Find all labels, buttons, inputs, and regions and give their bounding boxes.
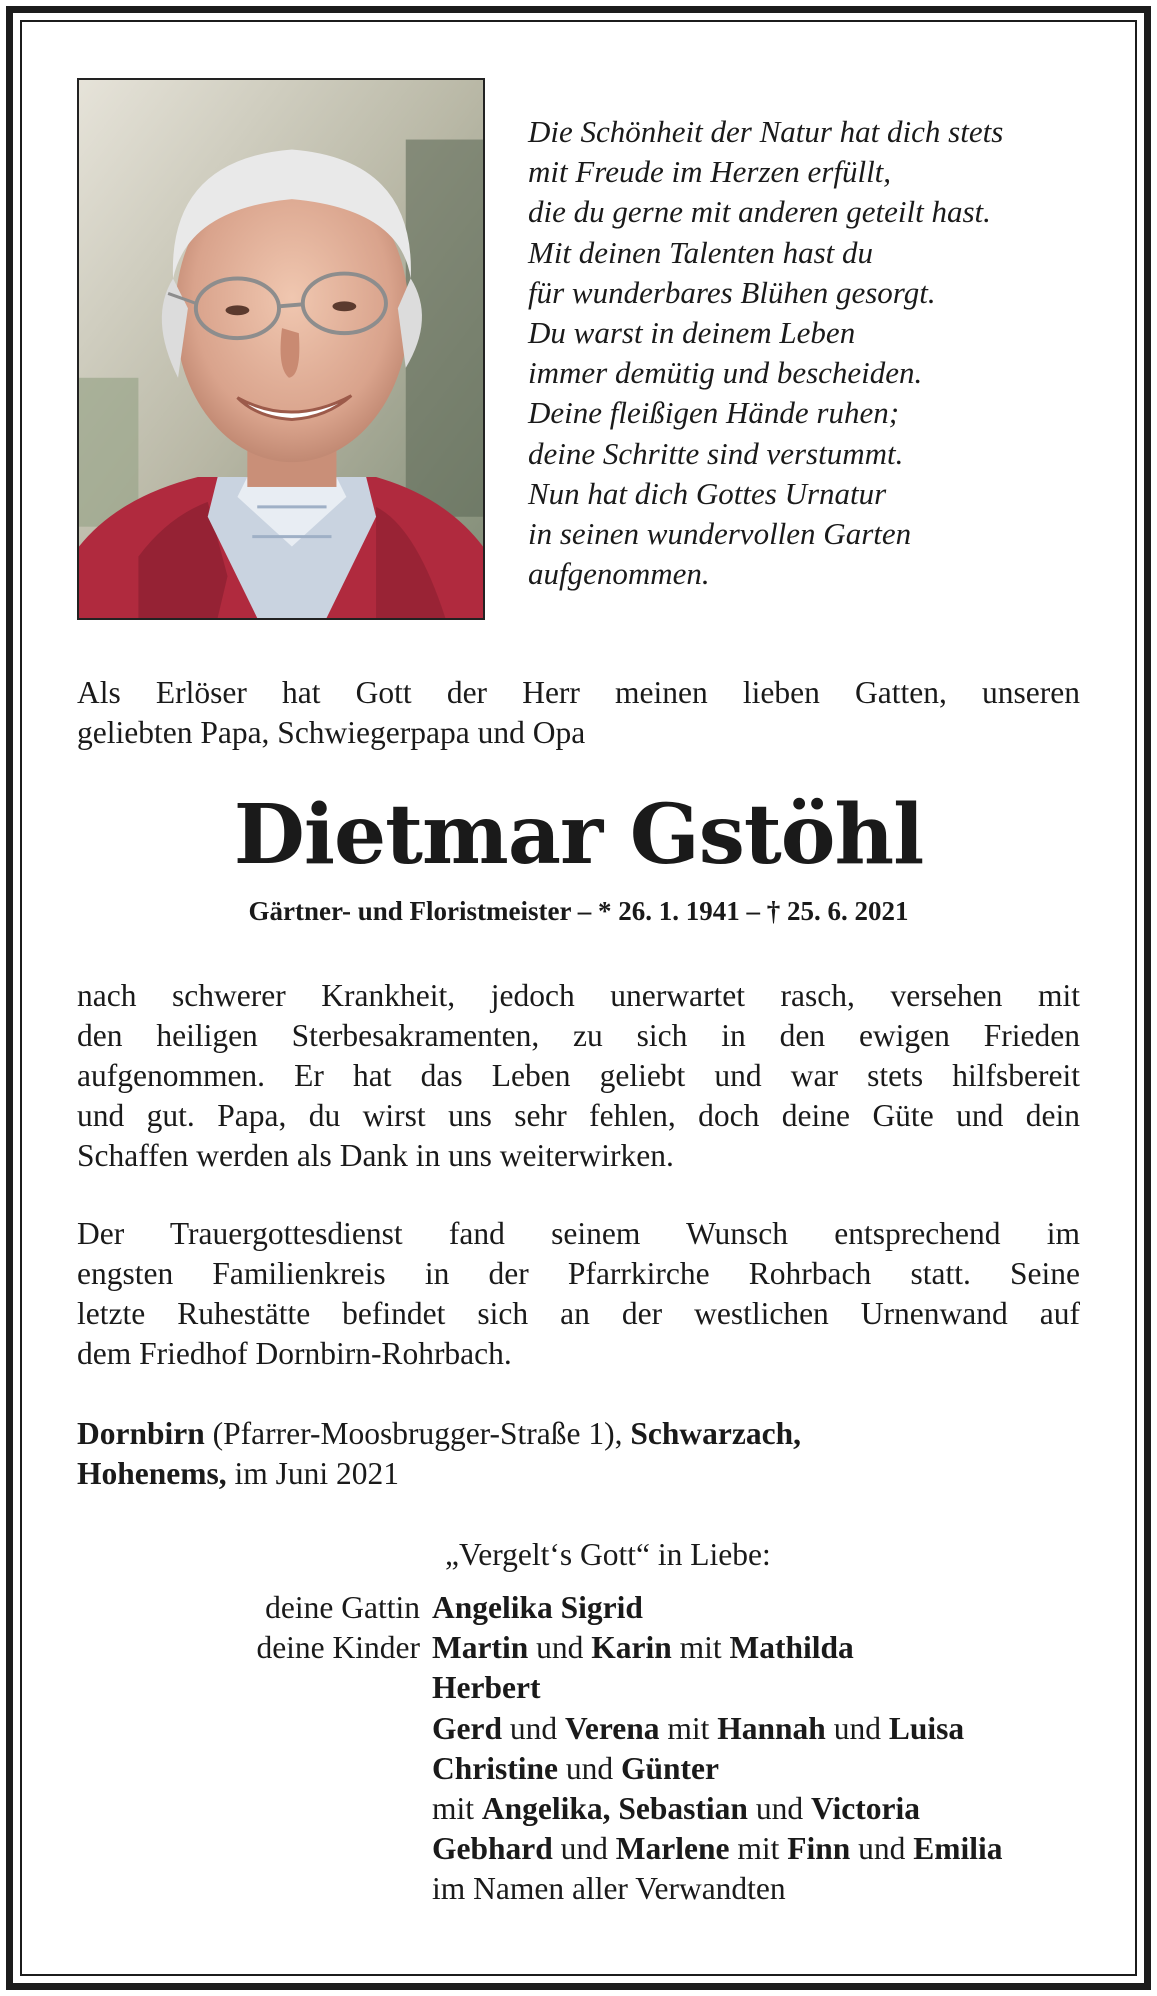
connector: und [558, 1750, 621, 1786]
child-name: Gebhard [432, 1831, 553, 1867]
child-name: Gerd [432, 1710, 502, 1746]
poem-line: die du gerne mit anderen geteilt hast. [528, 194, 991, 230]
service-paragraph [77, 1214, 1080, 1374]
portrait-illustration [79, 80, 483, 618]
deceased-subtitle: Gärtner- und Floristmeister – * 26. 1. 1941 – † 25. 6. 2021 [248, 896, 909, 926]
body-line: und gut. Papa, du wirst uns sehr fehlen, doch deine Güte und dein [77, 1098, 1080, 1133]
family-list [77, 1588, 1117, 1910]
connector: und [825, 1710, 889, 1746]
poem-line: für wunderbares Blühen gesorgt. [528, 274, 936, 310]
poem-line: immer demütig und bescheiden. [528, 355, 923, 391]
body-line: Schaffen werden als Dank in uns weiterwirken. [77, 1138, 674, 1173]
place-dornbirn: Dornbirn [77, 1416, 205, 1451]
poem-line: in seinen wundervollen Garten [528, 516, 912, 552]
intro-line: Als Erlöser hat Gott der Herr meinen lieben Gatten, unseren [77, 675, 1080, 710]
family-row [77, 1869, 1117, 1909]
body-line: nach schwerer Krankheit, jedoch unerwartet rasch, versehen mit [77, 978, 1080, 1013]
body-line: aufgenommen. Er hat das Leben geliebt und war stets hilfsbereit [77, 1058, 1080, 1093]
connector: und [850, 1831, 914, 1867]
body-paragraph [77, 976, 1080, 1176]
connector: mit [659, 1710, 718, 1746]
poem-line: Du warst in deinem Leben [528, 315, 856, 351]
family-row [77, 1749, 1117, 1789]
service-line: letzte Ruhestätte befindet sich an der westlichen Urnenwand auf [77, 1296, 1080, 1331]
poem-line: deine Schritte sind verstummt. [528, 435, 904, 471]
poem-line: Deine fleißigen Hände ruhen; [528, 395, 900, 431]
connector: mit [671, 1630, 730, 1666]
wife-name: Angelika Sigrid [432, 1590, 643, 1625]
place-hohenems: Hohenems, [77, 1456, 227, 1491]
family-row [77, 1628, 1117, 1668]
connector: und [747, 1791, 811, 1827]
intro-line: geliebten Papa, Schwiegerpapa und Opa [77, 715, 586, 750]
role-wife: deine Gattin [265, 1590, 420, 1625]
poem-line: Die Schönheit der Natur hat dich stets [528, 114, 1004, 149]
poem-line: aufgenommen. [528, 556, 710, 592]
thanks-line: „Vergelt‘s Gott“ in Liebe: [445, 1537, 771, 1572]
family-row [77, 1709, 1117, 1749]
grandchild-name: Hannah [717, 1710, 826, 1746]
grandchild-name: Angelika, Sebastian [481, 1791, 748, 1827]
deceased-name: Dietmar Gstöhl [233, 787, 924, 883]
child-name: Christine [432, 1750, 558, 1786]
service-line: dem Friedhof Dornbirn-Rohrbach. [77, 1336, 512, 1371]
grandchild-name: Mathilda [729, 1630, 854, 1666]
grandchild-name: Victoria [810, 1791, 920, 1827]
connector: mit [729, 1831, 788, 1867]
poem-line: mit Freude im Herzen erfüllt, [528, 154, 892, 190]
poem-line: Nun hat dich Gottes Urnatur [528, 475, 887, 511]
intro-paragraph [77, 673, 1080, 753]
service-line: engsten Familienkreis in der Pfarrkirche Rohrbach statt. Seine [77, 1256, 1080, 1291]
spouse-name: Günter [621, 1750, 719, 1786]
family-row [77, 1829, 1117, 1869]
place-schwarzach: Schwarzach, [630, 1416, 801, 1451]
poem-line: Mit deinen Talenten hast du [528, 234, 873, 270]
address: (Pfarrer-Moosbrugger-Straße 1), [204, 1416, 631, 1451]
grandchild-name: Finn [787, 1831, 851, 1867]
connector: und [528, 1630, 592, 1666]
role-children: deine Kinder [256, 1630, 420, 1666]
grandchild-name: Emilia [913, 1831, 1003, 1867]
portrait-photo [77, 78, 485, 620]
places-and-date [77, 1414, 1080, 1494]
grandchild-name: Luisa [888, 1710, 965, 1746]
connector: mit [432, 1791, 482, 1827]
poem [528, 112, 1108, 594]
spouse-name: Verena [564, 1710, 660, 1746]
body-line: den heiligen Sterbesakramenten, zu sich in den ewigen Frieden [77, 1018, 1080, 1053]
child-name: Martin [432, 1630, 529, 1666]
date-line: im Juni 2021 [226, 1456, 400, 1491]
child-name: Herbert [432, 1670, 541, 1706]
closing-line: im Namen aller Verwandten [432, 1871, 786, 1907]
service-line: Der Trauergottesdienst fand seinem Wunsch entsprechend im [77, 1216, 1080, 1251]
spouse-name: Karin [591, 1630, 672, 1666]
connector: und [552, 1831, 616, 1867]
family-row [77, 1789, 1117, 1829]
family-row [77, 1668, 1117, 1708]
family-row [77, 1588, 1117, 1628]
spouse-name: Marlene [615, 1831, 730, 1867]
connector: und [501, 1710, 565, 1746]
